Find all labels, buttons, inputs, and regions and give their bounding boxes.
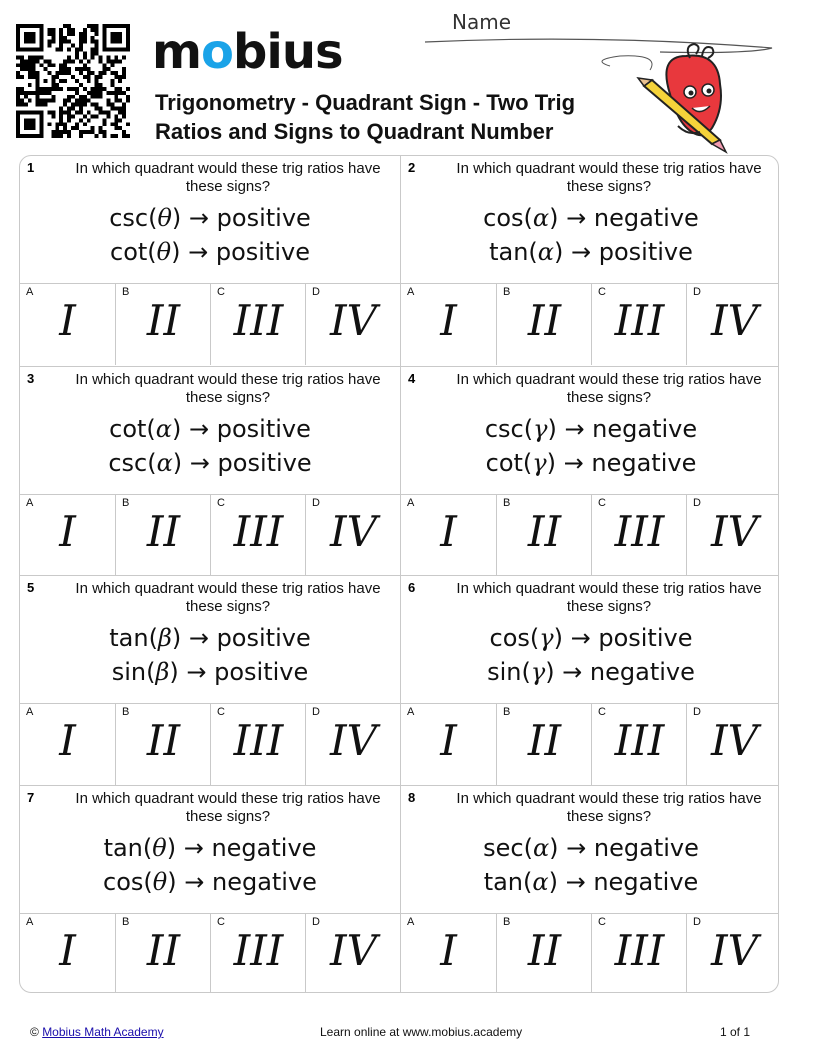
- answer-choice-a[interactable]: [20, 704, 115, 785]
- trig-condition: sin(β) → positive: [111, 658, 309, 686]
- choice-letter: D: [693, 286, 701, 298]
- trig-condition: tan(α) → negative: [483, 867, 699, 896]
- trig-condition: csc(γ) → negative: [484, 414, 698, 443]
- choice-quadrant: III: [614, 716, 665, 765]
- answer-choice-d[interactable]: [686, 914, 779, 994]
- choice-letter: B: [503, 286, 511, 298]
- choice-letter: D: [693, 915, 701, 928]
- answer-choice-c[interactable]: [210, 495, 305, 576]
- answer-choice-b[interactable]: [496, 914, 591, 994]
- answer-choice-a[interactable]: [401, 495, 496, 576]
- mobius-logo: mobius: [152, 24, 343, 80]
- choice-quadrant: III: [233, 925, 284, 975]
- choice-letter: A: [407, 706, 415, 718]
- answer-choice-d[interactable]: [305, 495, 400, 576]
- choice-letter: D: [312, 706, 320, 718]
- answer-choice-a[interactable]: [401, 284, 496, 365]
- trig-condition: cos(θ) → negative: [103, 867, 317, 896]
- answer-choices: [401, 494, 779, 576]
- choice-letter: D: [312, 496, 320, 509]
- choice-quadrant: I: [440, 296, 457, 345]
- answer-choice-a[interactable]: [20, 284, 115, 365]
- choice-letter: C: [217, 286, 225, 298]
- choice-letter: D: [312, 286, 320, 298]
- question-card: [20, 575, 400, 785]
- question-number: 6: [408, 580, 416, 595]
- question-number: 4: [408, 370, 416, 386]
- answer-choices: [20, 494, 400, 576]
- answer-choice-b[interactable]: [496, 704, 591, 785]
- trig-condition: cot(θ) → positive: [110, 238, 310, 266]
- trig-condition: sec(α) → negative: [483, 833, 699, 862]
- answer-choices: [20, 913, 400, 994]
- answer-choice-a[interactable]: [20, 495, 115, 576]
- answer-choice-d[interactable]: [686, 704, 779, 785]
- trig-condition: cot(α) → positive: [109, 414, 311, 443]
- qr-code: [16, 24, 130, 138]
- choice-quadrant: III: [233, 296, 284, 345]
- choice-quadrant: I: [59, 506, 76, 556]
- question-card: [20, 156, 400, 366]
- choice-quadrant: III: [233, 716, 284, 765]
- choice-letter: B: [122, 706, 130, 718]
- choice-quadrant: I: [440, 506, 457, 556]
- trig-condition: sin(γ) → negative: [487, 658, 695, 686]
- choice-quadrant: I: [59, 296, 76, 345]
- trig-condition: cot(γ) → negative: [485, 448, 697, 477]
- trig-condition: cos(α) → negative: [483, 204, 699, 232]
- question-number: 5: [27, 580, 35, 595]
- answer-choice-d[interactable]: [686, 284, 779, 365]
- choice-letter: B: [503, 915, 511, 928]
- choice-letter: C: [217, 915, 225, 928]
- choice-quadrant: IV: [711, 296, 758, 345]
- choice-quadrant: I: [59, 925, 76, 975]
- question-card: [400, 575, 779, 785]
- choice-letter: C: [217, 496, 225, 509]
- answer-choices: [20, 703, 400, 785]
- answer-choice-c[interactable]: [591, 914, 686, 994]
- answer-choice-a[interactable]: [401, 704, 496, 785]
- question-number: 3: [27, 370, 35, 386]
- page-title: Trigonometry - Quadrant Sign - Two Trig Ratios and Signs to Quadrant Number: [155, 90, 576, 144]
- choice-quadrant: IV: [711, 716, 758, 765]
- choice-letter: A: [26, 915, 34, 928]
- choice-letter: A: [26, 286, 34, 298]
- answer-choices: [401, 283, 779, 365]
- answer-choice-c[interactable]: [210, 914, 305, 994]
- mobius-academy-link[interactable]: Mobius Math Academy: [42, 1025, 164, 1039]
- choice-letter: B: [503, 706, 511, 718]
- name-label: Name: [452, 10, 512, 34]
- trig-condition: tan(α) → positive: [489, 238, 693, 266]
- answer-choices: [401, 913, 779, 994]
- choice-letter: A: [407, 286, 415, 298]
- answer-choice-b[interactable]: [115, 704, 210, 785]
- answer-choice-a[interactable]: [20, 914, 115, 994]
- choice-letter: C: [598, 286, 606, 298]
- choice-letter: A: [26, 496, 34, 509]
- trig-condition: csc(α) → positive: [108, 448, 312, 477]
- answer-choice-a[interactable]: [401, 914, 496, 994]
- choice-quadrant: IV: [330, 716, 377, 765]
- choice-quadrant: II: [146, 506, 181, 556]
- choice-quadrant: II: [527, 716, 562, 765]
- choice-letter: B: [122, 286, 130, 298]
- choice-quadrant: II: [146, 296, 181, 345]
- question-prompt: In which quadrant would these trig ratios have these signs?: [456, 370, 762, 406]
- answer-choice-c[interactable]: [210, 284, 305, 365]
- choice-quadrant: III: [614, 925, 665, 975]
- mascot-illustration: [608, 36, 738, 156]
- choice-letter: C: [598, 496, 606, 509]
- choice-letter: D: [312, 915, 320, 928]
- choice-quadrant: II: [146, 925, 181, 975]
- choice-letter: A: [407, 915, 415, 928]
- question-prompt: In which quadrant would these trig ratios have these signs?: [456, 789, 762, 825]
- answer-choice-c[interactable]: [591, 495, 686, 576]
- question-prompt: In which quadrant would these trig ratios have these signs?: [75, 789, 381, 825]
- question-number: 8: [408, 789, 416, 805]
- answer-choice-d[interactable]: [305, 914, 400, 994]
- choice-letter: B: [122, 915, 130, 928]
- choice-quadrant: II: [527, 925, 562, 975]
- choice-letter: A: [407, 496, 415, 509]
- question-prompt: In which quadrant would these trig ratios have these signs?: [75, 160, 381, 195]
- answer-choice-c[interactable]: [591, 284, 686, 365]
- choice-letter: D: [693, 496, 701, 509]
- question-number: 1: [27, 160, 35, 175]
- choice-quadrant: II: [146, 716, 181, 765]
- choice-quadrant: IV: [330, 296, 377, 345]
- choice-quadrant: III: [233, 506, 284, 556]
- choice-quadrant: III: [614, 296, 665, 345]
- question-card: [400, 785, 779, 994]
- trig-condition: cos(γ) → positive: [489, 624, 693, 652]
- question-card: [20, 785, 400, 994]
- choice-letter: A: [26, 706, 34, 718]
- answer-choice-b[interactable]: [115, 284, 210, 365]
- copyright-symbol: ©: [30, 1025, 39, 1039]
- choice-letter: B: [122, 496, 130, 509]
- trig-condition: tan(θ) → negative: [103, 833, 317, 862]
- choice-quadrant: IV: [330, 506, 377, 556]
- choice-quadrant: I: [59, 716, 76, 765]
- answer-choice-b[interactable]: [496, 284, 591, 365]
- question-number: 2: [408, 160, 416, 175]
- choice-quadrant: III: [614, 506, 665, 556]
- answer-choice-c[interactable]: [591, 704, 686, 785]
- question-prompt: In which quadrant would these trig ratios have these signs?: [75, 370, 381, 406]
- footer-copyright: [30, 1025, 164, 1039]
- answer-choice-b[interactable]: [115, 495, 210, 576]
- question-card: [20, 366, 400, 576]
- answer-choice-d[interactable]: [686, 495, 779, 576]
- trig-condition: tan(β) → positive: [109, 624, 311, 652]
- question-grid: [19, 155, 779, 993]
- choice-quadrant: I: [440, 716, 457, 765]
- answer-choices: [401, 703, 779, 785]
- question-prompt: In which quadrant would these trig ratios have these signs?: [456, 160, 762, 195]
- choice-quadrant: II: [527, 296, 562, 345]
- choice-quadrant: IV: [330, 925, 377, 975]
- question-card: [400, 156, 779, 366]
- footer-page-number: 1 of 1: [720, 1025, 751, 1039]
- choice-letter: C: [598, 706, 606, 718]
- choice-letter: B: [503, 496, 511, 509]
- choice-quadrant: IV: [711, 506, 758, 556]
- answer-choice-d[interactable]: [305, 704, 400, 785]
- question-number: 7: [27, 789, 35, 805]
- trig-condition: csc(θ) → positive: [109, 204, 311, 232]
- choice-quadrant: I: [440, 925, 457, 975]
- choice-letter: C: [598, 915, 606, 928]
- question-prompt: In which quadrant would these trig ratios have these signs?: [75, 580, 381, 615]
- footer-website: Learn online at www.mobius.academy: [320, 1025, 523, 1039]
- answer-choice-d[interactable]: [305, 284, 400, 365]
- choice-quadrant: II: [527, 506, 562, 556]
- answer-choice-b[interactable]: [115, 914, 210, 994]
- choice-quadrant: IV: [711, 925, 758, 975]
- choice-letter: C: [217, 706, 225, 718]
- question-card: [400, 366, 779, 576]
- answer-choice-c[interactable]: [210, 704, 305, 785]
- choice-letter: D: [693, 706, 701, 718]
- question-prompt: In which quadrant would these trig ratios have these signs?: [456, 580, 762, 615]
- answer-choice-b[interactable]: [496, 495, 591, 576]
- answer-choices: [20, 283, 400, 365]
